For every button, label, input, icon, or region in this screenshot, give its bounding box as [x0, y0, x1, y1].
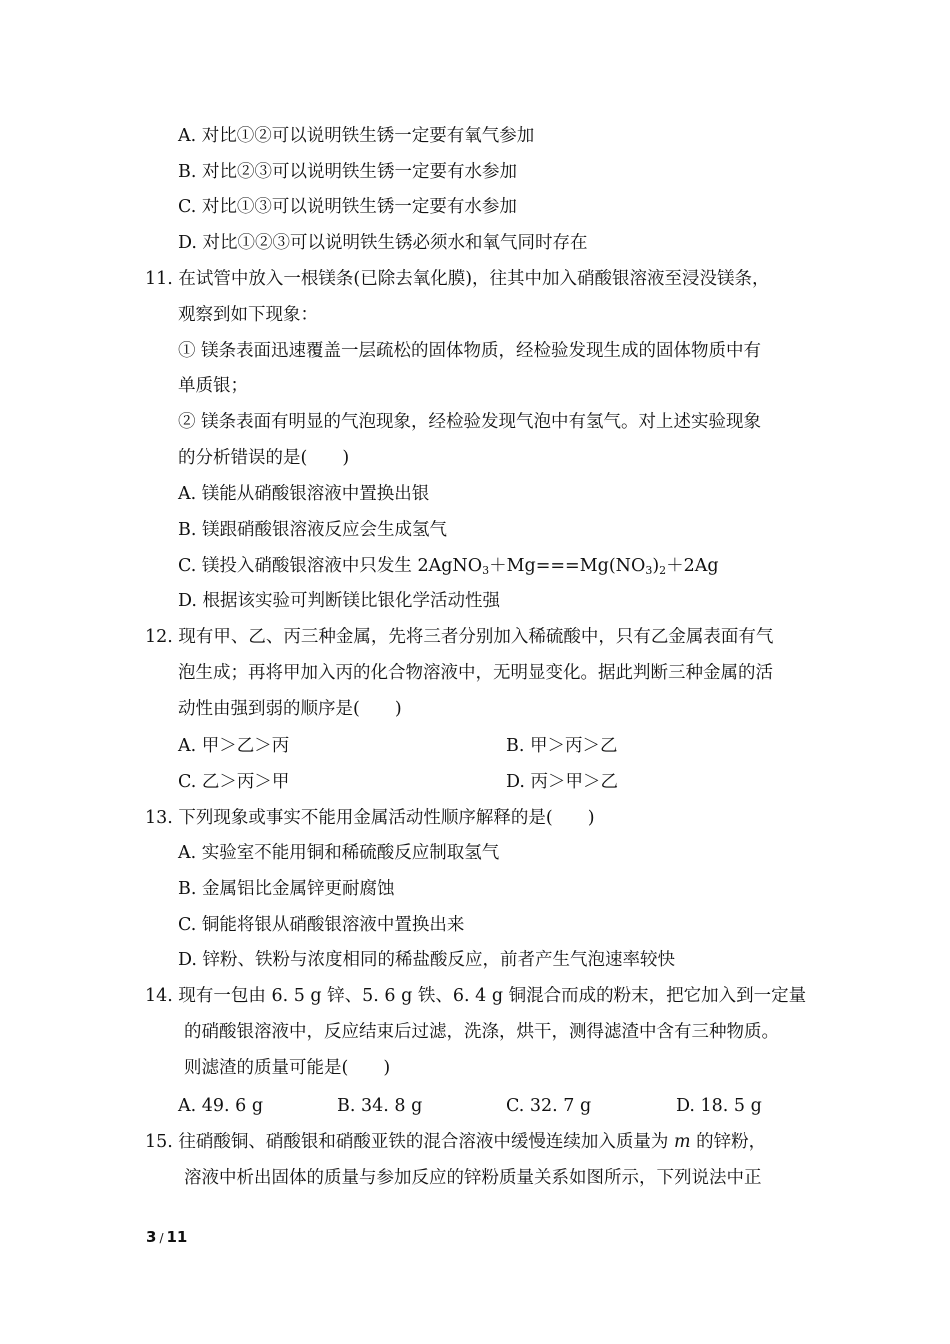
q14-option-d: D. 18. 5 g [676, 1096, 762, 1116]
q11-observation1-line1: ① 镁条表面迅速覆盖一层疏松的固体物质，经检验发现生成的固体物质中有 [178, 341, 762, 361]
q11-stem-line1: 11. 在试管中放入一根镁条(已除去氧化膜)，往其中加入硝酸银溶液至浸没镁条， [145, 269, 770, 289]
q10-option-c: C. 对比①③可以说明铁生锈一定要有水参加 [178, 197, 517, 217]
page-separator: / [159, 1231, 164, 1245]
variable-m: m [673, 1132, 691, 1152]
q12-stem-line1: 12. 现有甲、乙、丙三种金属，先将三者分别加入稀硫酸中，只有乙金属表面有气 [145, 627, 774, 647]
q12-option-a: A. 甲＞乙＞丙 [178, 736, 290, 756]
q14-stem-line2: 的硝酸银溶液中，反应结束后过滤，洗涤，烘干，测得滤渣中含有三种物质。 [184, 1022, 779, 1042]
q11-option-c [178, 554, 719, 578]
q14-stem-line1: 14. 现有一包由 6. 5 g 锌、5. 6 g 铁、6. 4 g 铜混合而成的粉末，把它加入到一定量 [145, 986, 807, 1006]
current-page: 3 [146, 1228, 157, 1246]
q11-option-d: D. 根据该实验可判断镁比银化学活动性强 [178, 591, 501, 611]
q11-option-b: B. 镁跟硝酸银溶液反应会生成氢气 [178, 520, 447, 540]
q11-observation1-line2: 单质银； [178, 376, 248, 396]
q14-option-b: B. 34. 8 g [337, 1096, 423, 1116]
q11-observation2-line2: 的分析错误的是( ) [178, 448, 350, 468]
subscript: 3 [645, 564, 653, 577]
q13-option-c: C. 铜能将银从硝酸银溶液中置换出来 [178, 915, 465, 935]
q14-option-a: A. 49. 6 g [178, 1096, 264, 1116]
q12-stem-line3: 动性由强到弱的顺序是( ) [178, 699, 402, 719]
subscript: 3 [482, 564, 490, 577]
q10-option-a: A. 对比①②可以说明铁生锈一定要有氧气参加 [178, 126, 535, 146]
q12-stem-line2: 泡生成；再将甲加入丙的化合物溶液中，无明显变化。据此判断三种金属的活 [178, 663, 773, 683]
q11-option-c-text: ＋Mg===Mg(NO [489, 556, 646, 576]
q12-option-d: D. 丙＞甲＞乙 [506, 772, 619, 792]
q10-option-d: D. 对比①②③可以说明铁生锈必须水和氧气同时存在 [178, 233, 588, 253]
q11-option-c-text: ＋2Ag [666, 556, 719, 576]
q15-stem-line2: 溶液中析出固体的质量与参加反应的锌粉质量关系如图所示，下列说法中正 [184, 1168, 762, 1188]
q15-stem-text: 15. 往硝酸铜、硝酸银和硝酸亚铁的混合溶液中缓慢连续加入质量为 [145, 1132, 674, 1152]
page-number [146, 1228, 187, 1246]
q12-option-c: C. 乙＞丙＞甲 [178, 772, 290, 792]
q11-option-c-text: ) [652, 556, 660, 576]
q12-option-b: B. 甲＞丙＞乙 [506, 736, 618, 756]
q15-stem-text: 的锌粉， [690, 1132, 767, 1152]
q10-option-b: B. 对比②③可以说明铁生锈一定要有水参加 [178, 162, 517, 182]
q14-stem-line3: 则滤渣的质量可能是( ) [184, 1058, 391, 1078]
q14-option-c: C. 32. 7 g [506, 1096, 592, 1116]
q11-option-c-text: C. 镁投入硝酸银溶液中只发生 2AgNO [178, 556, 483, 576]
q11-option-a: A. 镁能从硝酸银溶液中置换出银 [178, 484, 430, 504]
q13-option-a: A. 实验室不能用铜和稀硫酸反应制取氢气 [178, 843, 500, 863]
q11-stem-line2: 观察到如下现象： [178, 305, 318, 325]
q13-stem: 13. 下列现象或事实不能用金属活动性顺序解释的是( ) [145, 808, 595, 828]
q13-option-b: B. 金属铝比金属锌更耐腐蚀 [178, 879, 395, 899]
q13-option-d: D. 锌粉、铁粉与浓度相同的稀盐酸反应，前者产生气泡速率较快 [178, 950, 676, 970]
q11-observation2-line1: ② 镁条表面有明显的气泡现象，经检验发现气泡中有氢气。对上述实验现象 [178, 412, 762, 432]
subscript: 2 [659, 564, 667, 577]
total-pages: 11 [166, 1228, 188, 1246]
q15-stem-line1 [145, 1130, 766, 1154]
